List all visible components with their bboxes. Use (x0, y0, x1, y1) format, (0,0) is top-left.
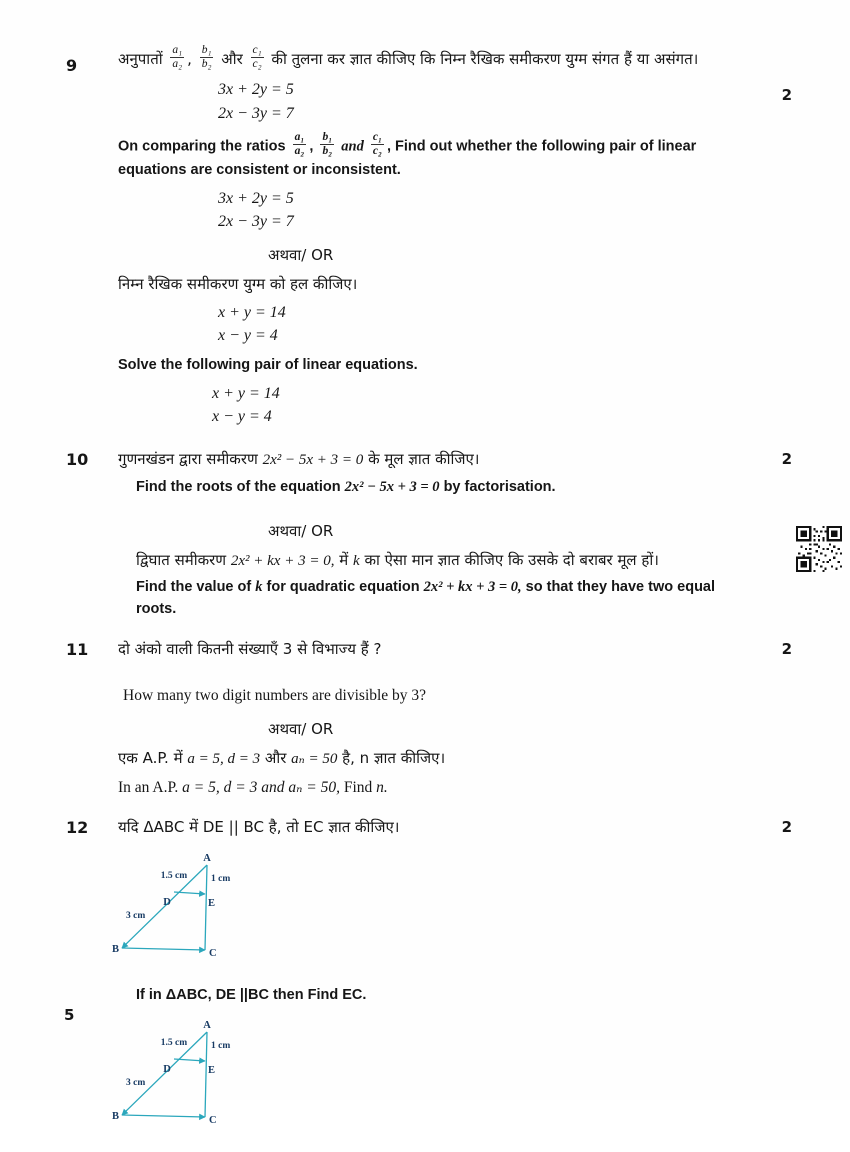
q10-alt-english-statement (136, 577, 748, 621)
equation: x − y = 4 (218, 327, 278, 345)
fraction-denominator: c₂ (372, 145, 382, 158)
text: Find the roots of the equation (136, 478, 341, 495)
fraction-denominator: b₂ (322, 145, 333, 158)
qr-code-image (796, 526, 842, 572)
marks-badge: 2 (781, 86, 792, 104)
q9-alt-english-statement: Solve the following pair of linear equations. (118, 357, 418, 374)
text: by factorisation. (443, 478, 556, 495)
fraction-a1-a2 (170, 44, 184, 71)
length-ae-label: 1 cm (211, 1041, 231, 1052)
point-e-label: E (208, 897, 216, 909)
equation: x + y = 14 (212, 385, 280, 402)
q10-alt-hindi-statement (136, 549, 758, 573)
triangle-diagram (112, 851, 262, 963)
fraction-numerator: a₁ (170, 44, 184, 58)
q9-hindi-statement (118, 46, 758, 73)
q11-alt-english-statement (118, 776, 758, 799)
inline-equation: aₙ = 50 (291, 751, 338, 768)
marks-badge: 2 (781, 818, 792, 837)
text: , (187, 50, 192, 69)
inline-variable: k (353, 552, 360, 569)
inline-equation: a = 5, d = 3 and aₙ = 50, (182, 778, 340, 796)
vertex-a-label: A (203, 852, 211, 864)
fraction-denominator: a₂ (172, 58, 183, 71)
length-ad-label: 1.5 cm (160, 1038, 188, 1049)
fraction-numerator: a₁ (293, 131, 307, 145)
fraction-denominator: c₂ (252, 58, 262, 71)
text: में (339, 550, 349, 569)
q10-hindi-statement (118, 448, 758, 472)
figure-triangle-1 (112, 851, 758, 967)
qr-code (796, 526, 842, 572)
fraction-numerator: c₁ (251, 44, 264, 58)
question-number: 9 (66, 56, 78, 75)
q12-hindi-statement: यदि ΔABC में DE || BC है, तो EC ज्ञात कीजिए। (118, 818, 400, 837)
vertex-a-label: A (203, 1020, 211, 1032)
equation: 2x − 3y = 7 (218, 104, 294, 122)
fraction-c1-c2 (371, 131, 384, 158)
text: , Find out whether the following pair of linear equations are consistent or inconsistent. (118, 138, 697, 179)
fraction-denominator: a₂ (294, 145, 305, 158)
fraction-numerator: b₁ (320, 131, 334, 145)
inline-equation: a = 5, d = 3 (187, 751, 261, 768)
length-db-label: 3 cm (126, 910, 146, 921)
length-db-label: 3 cm (126, 1078, 146, 1089)
side-bc (122, 948, 205, 950)
marks-badge: 2 (781, 450, 792, 469)
question-11 (66, 638, 792, 805)
inline-variable: k (255, 579, 263, 596)
side-ac (205, 865, 207, 950)
text: गुणनखंडन द्वारा समीकरण (118, 450, 258, 469)
q11-english-statement: How many two digit numbers are divisible by 3? (123, 687, 427, 705)
question-body (112, 816, 792, 1140)
text: के मूल ज्ञात कीजिए। (368, 450, 480, 469)
inline-equation: 2x² − 5x + 3 = 0 (344, 478, 440, 495)
q10-english-statement (136, 477, 758, 499)
question-body (118, 638, 792, 805)
q9-alt-hindi-statement: निम्न रैखिक समीकरण युग्म को हल कीजिए। (118, 275, 358, 294)
fraction-b1-b2 (320, 131, 334, 158)
page-content (66, 46, 792, 1152)
question-number: 10 (66, 450, 89, 470)
q12-english-statement: If in ΔABC, DE ||BC then Find EC. (136, 986, 367, 1003)
text: का ऐसा मान ज्ञात कीजिए कि उसके दो बराबर मूल हों। (364, 550, 659, 569)
fraction-denominator: b₂ (201, 58, 212, 71)
text: so that they have two equal roots. (136, 579, 716, 617)
length-ae-label: 1 cm (211, 873, 231, 884)
inline-variable: n. (376, 778, 388, 796)
q11-hindi-statement: दो अंको वाली कितनी संख्याएँ 3 से विभाज्य हैं ? (118, 639, 382, 658)
equation: x + y = 14 (218, 303, 286, 321)
text: अनुपातों (118, 50, 163, 69)
point-e-label: E (208, 1065, 216, 1077)
length-ad-label: 1.5 cm (160, 870, 188, 881)
question-12 (66, 816, 792, 1140)
text: Find the value of (136, 579, 252, 596)
point-d-label: D (163, 1064, 171, 1076)
text: On comparing the ratios (118, 138, 286, 155)
text: और (264, 749, 287, 768)
question-number: 12 (66, 818, 89, 838)
inline-equation: 2x² + kx + 3 = 0, (423, 579, 522, 596)
equation-block (218, 78, 758, 124)
vertex-c-label: C (209, 1115, 217, 1127)
question-body (118, 46, 792, 436)
text: for quadratic equation (266, 579, 420, 596)
text: द्विघात समीकरण (136, 550, 227, 569)
text: Find (343, 778, 373, 796)
question-10 (66, 448, 792, 625)
fraction-c1-c2 (251, 44, 264, 71)
q11-alt-hindi-statement (118, 747, 758, 771)
vertex-b-label: B (112, 943, 120, 955)
equation: x − y = 4 (212, 408, 272, 426)
inline-equation: 2x² + kx + 3 = 0, (230, 552, 335, 569)
text: In an A.P. (118, 778, 179, 796)
text: है, n ज्ञात कीजिए। (342, 749, 446, 768)
equation: 3x + 2y = 5 (218, 190, 294, 207)
or-separator: अथवा/ OR (268, 720, 334, 739)
triangle-diagram (112, 1018, 262, 1130)
inline-equation: 2x² − 5x + 3 = 0 (262, 452, 364, 469)
question-body (118, 448, 792, 625)
question-9 (66, 46, 792, 436)
marks-badge: 2 (781, 639, 792, 658)
equation-block (212, 382, 758, 428)
text: and (341, 138, 364, 155)
fraction-numerator: c₁ (371, 131, 384, 145)
text: की तुलना कर ज्ञात कीजिए कि निम्न रैखिक समीकरण युग्म संगत हैं या असंगत। (271, 50, 699, 69)
or-separator: अथवा/ OR (268, 521, 334, 540)
text: , (309, 138, 314, 155)
vertex-b-label: B (112, 1111, 120, 1123)
figure-triangle-2 (112, 1018, 758, 1134)
vertex-c-label: C (209, 947, 217, 959)
equation-block (218, 187, 758, 233)
fraction-numerator: b₁ (200, 44, 214, 58)
equation: 2x − 3y = 7 (218, 213, 294, 231)
side-ac (205, 1032, 207, 1117)
fraction-a1-a2 (293, 131, 307, 158)
equation: 3x + 2y = 5 (218, 81, 294, 99)
question-number: 11 (66, 639, 89, 659)
or-separator: अथवा/ OR (268, 246, 334, 265)
fraction-b1-b2 (200, 44, 214, 71)
point-d-label: D (163, 896, 171, 908)
page-number: 5 (64, 1006, 75, 1024)
text: और (221, 50, 243, 69)
text: एक A.P. में (118, 749, 183, 768)
q9-english-statement (118, 130, 758, 182)
equation-block (218, 301, 758, 347)
side-bc (122, 1115, 205, 1117)
